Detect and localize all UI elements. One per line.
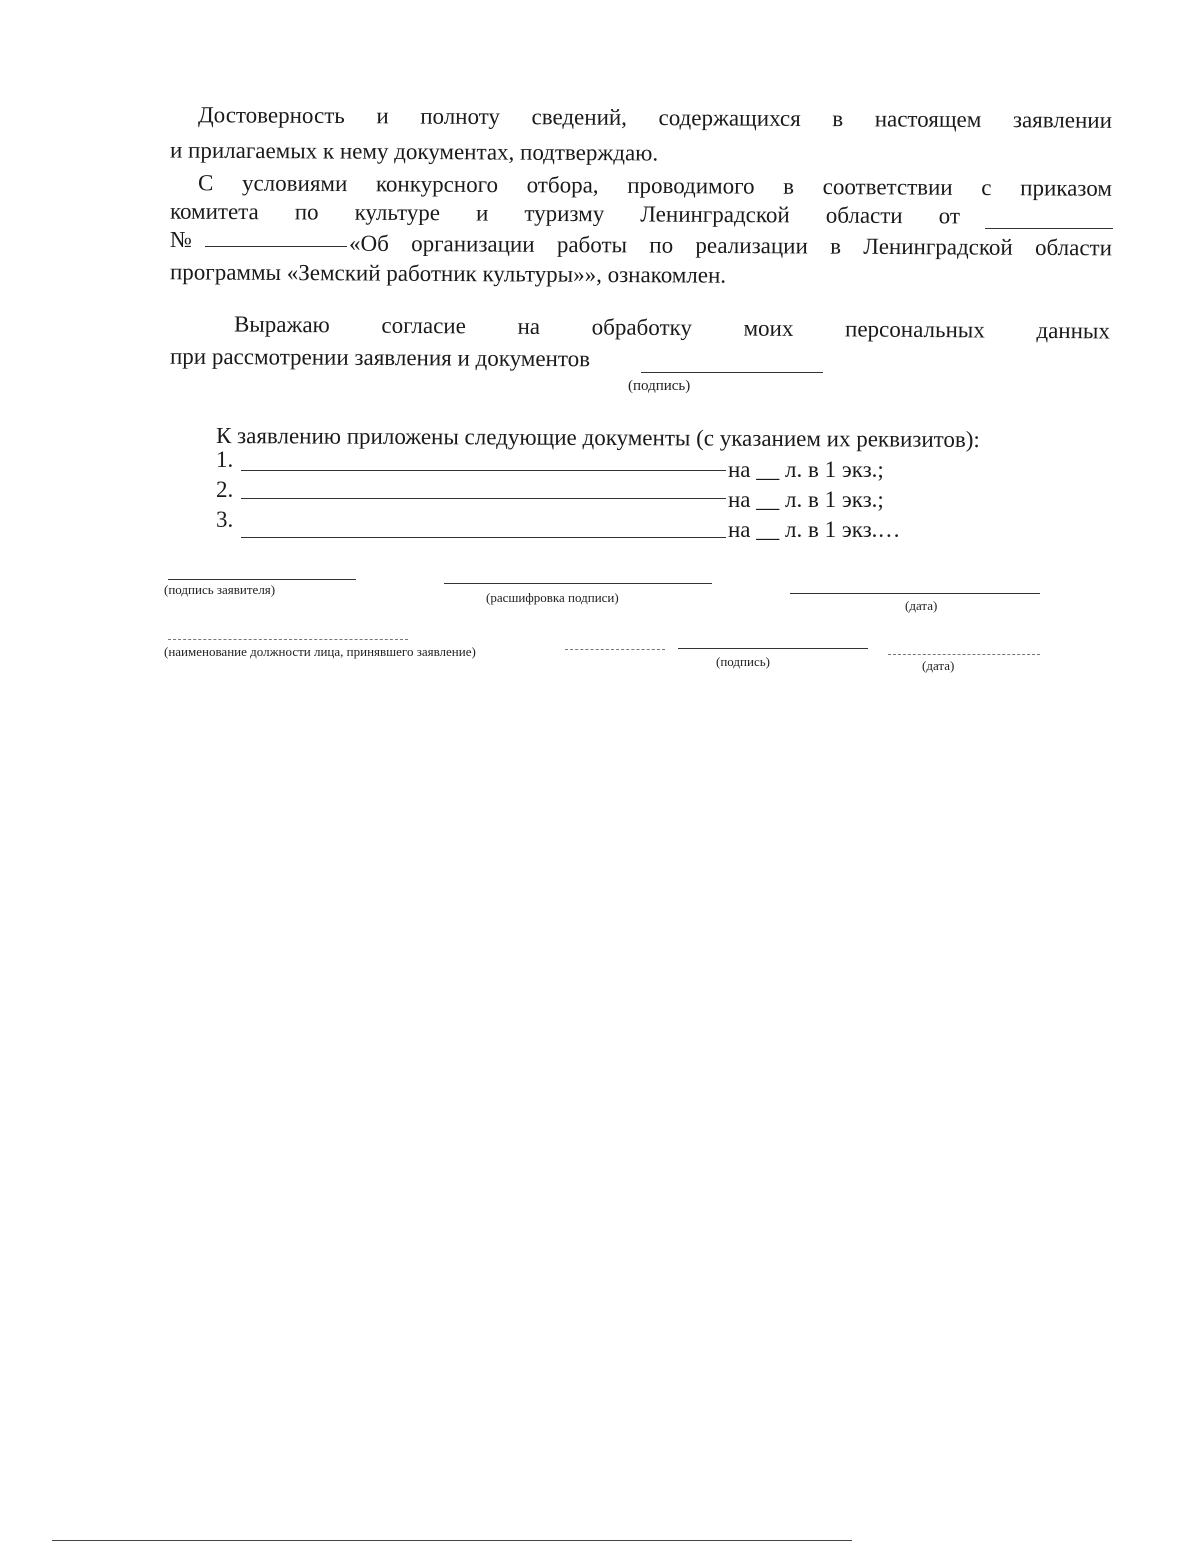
word: обработку (591, 314, 693, 341)
attachment-2-line (241, 498, 726, 499)
word: Ленинградской (863, 233, 1013, 260)
word: области (1034, 234, 1113, 261)
official-position-caption: (наименование должности лица, принявшего заявление) (164, 644, 476, 659)
word: отбора, (526, 172, 599, 198)
date-line-2 (888, 654, 1040, 655)
word: данных (1036, 317, 1111, 344)
paragraph2-line4: программы «Земский работник культуры»», ознакомлен. (169, 259, 727, 288)
word: организации (411, 231, 535, 257)
attachment-3-number: 3. (216, 507, 234, 532)
attachment-3-line (241, 537, 726, 538)
word: условиями (241, 170, 348, 197)
attachment-1-suffix: на __ л. в 1 экз.; (728, 457, 884, 482)
word: приказом (1020, 175, 1113, 201)
word: Ленинградской (640, 201, 790, 228)
word: Выражаю (233, 311, 330, 338)
word: туризму (524, 200, 605, 227)
word: Достоверность (197, 102, 345, 129)
footer-rule (52, 1540, 852, 1541)
paragraph1-line1 (198, 101, 1112, 135)
applicant-signature-line (168, 579, 356, 580)
word: на (517, 313, 541, 339)
consent-signature-line (641, 372, 823, 373)
date-caption-1: (дата) (905, 598, 938, 613)
signature-decoding-caption: (расшифровка подписи) (486, 590, 619, 605)
word: персональных (844, 316, 985, 343)
word: по (294, 199, 319, 225)
date-caption-2: (дата) (922, 658, 955, 673)
paragraph2-line2 (170, 198, 960, 231)
consent-line2: при рассмотрении заявления и документов (169, 343, 591, 372)
word: настоящем (874, 106, 982, 132)
date-line-1 (790, 593, 1040, 594)
official-signature-caption: (подпись) (716, 654, 770, 669)
attachment-2-number: 2. (216, 477, 234, 502)
word: конкурсного (375, 171, 499, 198)
word: в (830, 233, 842, 259)
consent-line1 (234, 311, 1110, 346)
word: сведений, (531, 104, 628, 130)
word: в (832, 106, 844, 132)
consent-signature-caption: (подпись) (628, 378, 691, 394)
word: по (649, 232, 674, 258)
word: С (197, 170, 214, 196)
word: области (825, 202, 903, 229)
paragraph2-line3 (349, 230, 1112, 263)
word: культуре (354, 199, 441, 226)
applicant-signature-caption: (подпись заявителя) (164, 582, 276, 597)
attachment-1-line (241, 470, 726, 471)
word: комитета (169, 198, 259, 225)
signature-decoding-line (444, 583, 712, 584)
attachment-1-number: 1. (216, 447, 234, 472)
attachment-3-suffix: на __ л. в 1 экз.… (728, 517, 901, 542)
official-position-line-ext (565, 649, 665, 650)
attachment-2-suffix: на __ л. в 1 экз.; (728, 487, 884, 512)
order-date-line (985, 228, 1113, 229)
word: моих (743, 315, 794, 341)
word: содержащихся (658, 105, 801, 131)
order-number-line (205, 246, 347, 247)
word: в (783, 173, 795, 199)
word: работы (556, 231, 628, 258)
word: проводимого (627, 172, 755, 199)
attachments-intro: К заявлению приложены следующие документы (с указанием их реквизитов): (215, 423, 980, 452)
word: полноту (420, 103, 501, 130)
word: заявлении (1012, 107, 1113, 133)
word: реализации (695, 232, 808, 259)
word: и (475, 200, 489, 226)
word: соответствии (822, 174, 953, 200)
word: согласие (381, 312, 466, 339)
word: от (938, 203, 961, 229)
official-signature-line (678, 648, 868, 649)
paragraph2-line3-number: № (170, 227, 192, 252)
word: с (981, 174, 992, 201)
word: «Об (348, 230, 389, 256)
official-position-line (168, 639, 408, 640)
paragraph1-line2: и прилагаемых к нему документах, подтверждаю. (169, 137, 659, 166)
word: и (376, 103, 389, 129)
